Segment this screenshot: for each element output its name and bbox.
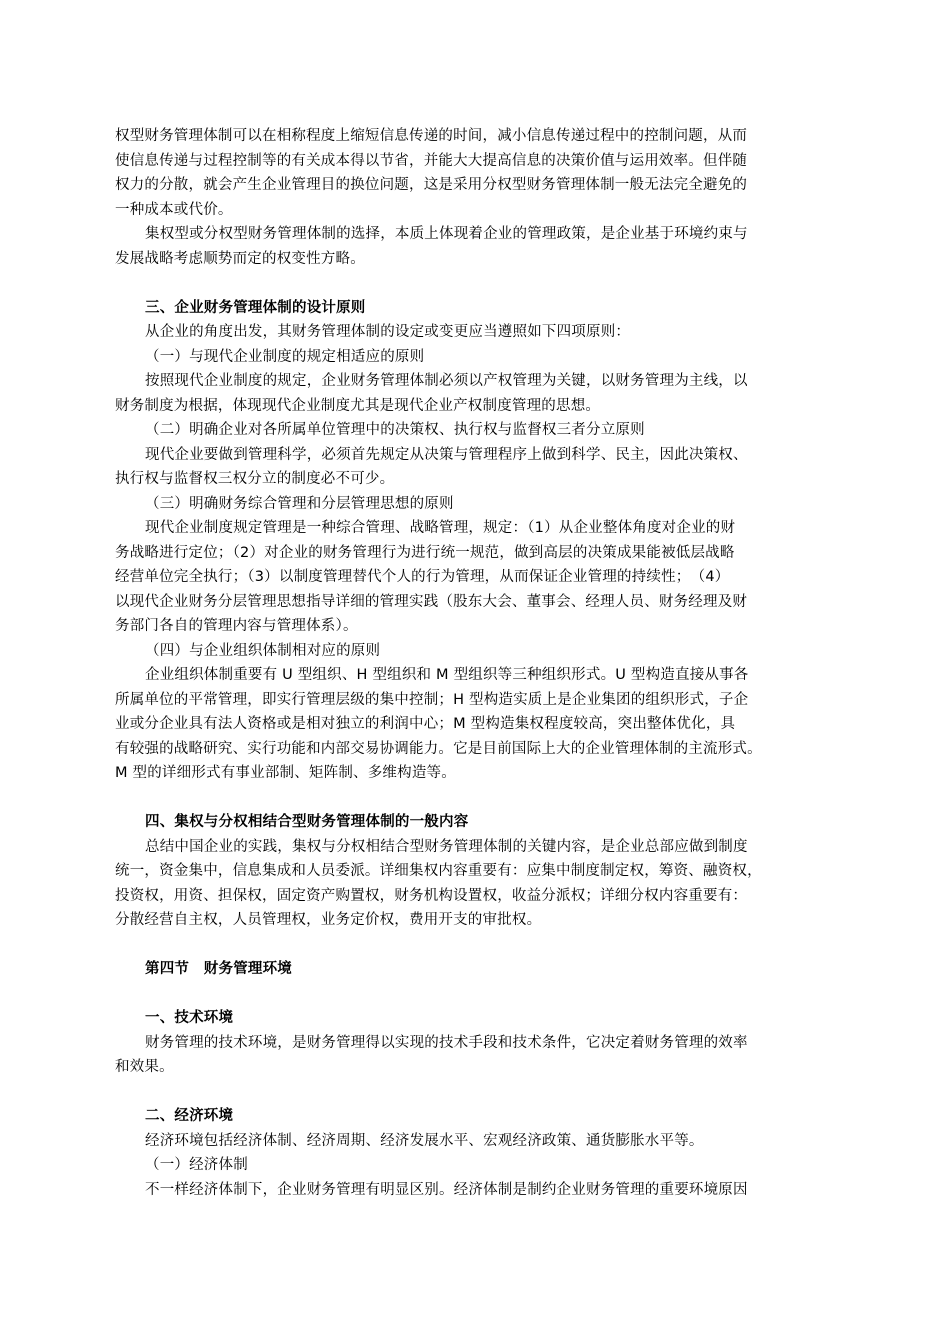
paragraph-line: 从企业的角度出发，其财务管理体制的设定或变更应当遵照如下四项原则： xyxy=(145,324,631,340)
paragraph-line: （四）与企业组织体制相对应的原则 xyxy=(145,642,381,659)
paragraph-line: （一）与现代企业制度的规定相适应的原则 xyxy=(145,348,425,365)
paragraph-line: 权型财务管理体制可以在相称程度上缩短信息传递的时间，减小信息传递过程中的控制问题，从而 xyxy=(115,128,748,144)
paragraph-line: 现代企业制度规定管理是一种综合管理、战略管理，规定：（1）从企业整体角度对企业的财 xyxy=(145,520,736,536)
section-heading: 四、集权与分权相结合型财务管理体制的一般内容 xyxy=(145,814,469,830)
paragraph-line: （三）明确财务综合管理和分层管理思想的原则 xyxy=(145,495,454,512)
document-page xyxy=(115,124,845,1202)
paragraph-line: 执行权与监督权三权分立的制度必不可少。 xyxy=(115,471,395,487)
paragraph-line: 按照现代企业制度的规定，企业财务管理体制必须以产权管理为关键，以财务管理为主线，以 xyxy=(145,373,748,389)
paragraph-line: 企业组织体制重要有 U 型组织、H 型组织和 M 型组织等三种组织形式。U 型构造直接从事各 xyxy=(145,667,749,683)
paragraph-line: 财务管理的技术环境，是财务管理得以实现的技术手段和技术条件，它决定着财务管理的效率 xyxy=(145,1034,748,1051)
paragraph-line: 使信息传递与过程控制等的有关成本得以节省，并能大大提高信息的决策价值与运用效率。但伴随 xyxy=(115,152,748,169)
section-heading: 一、技术环境 xyxy=(145,1010,234,1026)
paragraph-line: 经济环境包括经济体制、经济周期、经济发展水平、宏观经济政策、通货膨胀水平等。 xyxy=(145,1132,704,1149)
paragraph-line: 统一，资金集中，信息集成和人员委派。详细集权内容重要有：应集中制度制定权，筹资、融资权， xyxy=(115,863,762,879)
paragraph-line: 有较强的战略研究、实行功能和内部交易协调能力。它是目前国际上大的企业管理体制的主流形式。 xyxy=(115,740,762,757)
paragraph-line: 一种成本或代价。 xyxy=(115,201,233,218)
paragraph-line: 和效果。 xyxy=(115,1059,174,1075)
paragraph-line: 总结中国企业的实践，集权与分权相结合型财务管理体制的关键内容，是企业总部应做到制度 xyxy=(145,838,748,855)
blank-line xyxy=(115,933,845,958)
paragraph-line: 务部门各自的管理内容与管理体系）。 xyxy=(115,618,358,634)
paragraph-line: 权力的分散，就会产生企业管理目的换位问题，这是采用分权型财务管理体制一般无法完全避免的 xyxy=(115,177,748,193)
paragraph-line: 分散经营自主权，人员管理权，业务定价权，费用开支的审批权。 xyxy=(115,912,542,928)
paragraph-line: 业或分企业具有法人资格或是相对独立的利润中心；M 型构造集权程度较高，突出整体优化，具 xyxy=(115,716,736,732)
section-heading: 二、经济环境 xyxy=(145,1108,234,1124)
paragraph-line: 财务制度为根据，体现现代企业制度尤其是现代企业产权制度管理的思想。 xyxy=(115,397,601,414)
paragraph-line: 务战略进行定位；（2）对企业的财务管理行为进行统一规范，做到高层的决策成果能被低层战略 xyxy=(115,544,735,561)
paragraph-line: （一）经济体制 xyxy=(145,1157,248,1173)
paragraph-line: 所属单位的平常管理，即实行管理层级的集中控制；H 型构造实质上是企业集团的组织形式，子企 xyxy=(115,691,749,708)
paragraph-line: 不一样经济体制下，企业财务管理有明显区别。经济体制是制约企业财务管理的重要环境原因 xyxy=(145,1181,748,1198)
blank-line xyxy=(115,982,845,1007)
section-heading: 第四节 财务管理环境 xyxy=(145,961,292,977)
paragraph-line: 以现代企业财务分层管理思想指导详细的管理实践（股东大会、董事会、经理人员、财务经理及财 xyxy=(115,593,748,610)
blank-line xyxy=(115,271,845,296)
paragraph-line: （二）明确企业对各所属单位管理中的决策权、执行权与监督权三者分立原则 xyxy=(145,422,645,438)
paragraph-line: 发展战略考虑顺势而定的权变性方略。 xyxy=(115,250,365,267)
paragraph-line: M 型的详细形式有事业部制、矩阵制、多维构造等。 xyxy=(115,765,456,781)
paragraph-line: 集权型或分权型财务管理体制的选择，本质上体现着企业的管理政策，是企业基于环境约束与 xyxy=(145,226,748,242)
paragraph-line: 经营单位完全执行；（3）以制度管理替代个人的行为管理，从而保证企业管理的持续性； （4） xyxy=(115,569,730,585)
paragraph-line: 现代企业要做到管理科学，必须首先规定从决策与管理程序上做到科学、民主，因此决策权、 xyxy=(145,446,748,463)
paragraph-line: 投资权，用资、担保权，固定资产购置权，财务机构设置权，收益分派权；详细分权内容重要有： xyxy=(115,887,748,904)
blank-line xyxy=(115,786,845,811)
section-heading: 三、企业财务管理体制的设计原则 xyxy=(145,299,366,316)
blank-line xyxy=(115,1080,845,1105)
